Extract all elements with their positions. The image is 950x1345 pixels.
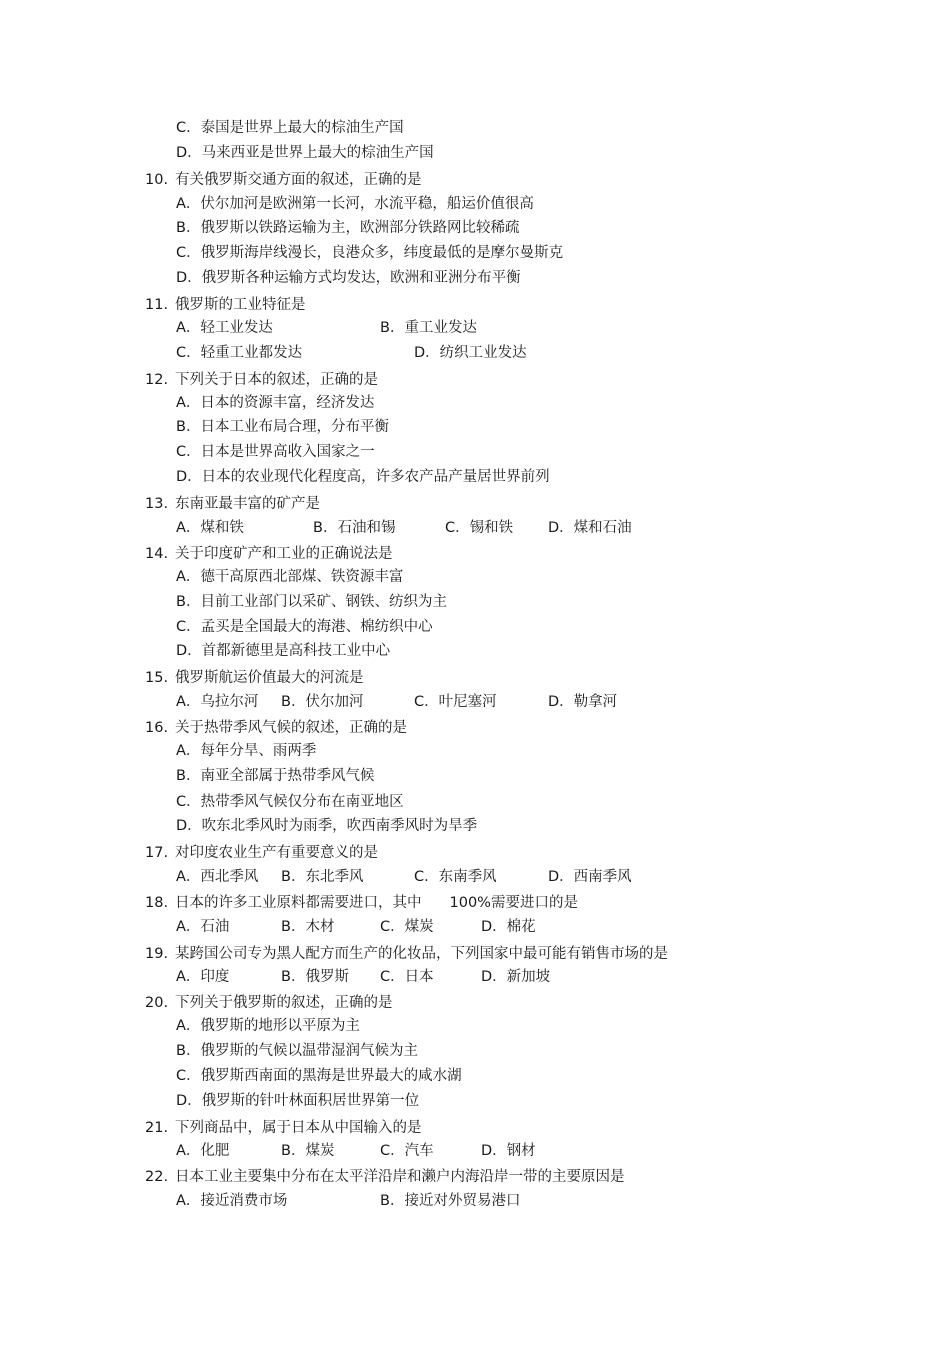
answer-option: B．俄罗斯的气候以温带湿润气候为主 <box>176 1043 418 1059</box>
question-text: 下列关于俄罗斯的叙述，正确的是 <box>175 995 393 1011</box>
question-number: 17. <box>145 845 169 861</box>
question-text: 东南亚最丰富的矿产是 <box>175 496 320 512</box>
answer-option: B．南亚全部属于热带季风气候 <box>176 768 375 784</box>
question-text: 下列商品中，属于日本从中国输入的是 <box>175 1120 422 1136</box>
answer-option: C．热带季风气候仅分布在南亚地区 <box>176 794 404 810</box>
answer-option: D．棉花 <box>481 919 536 935</box>
question-line <box>145 894 578 912</box>
question-number: 21. <box>145 1120 169 1136</box>
question-number: 10. <box>145 172 169 188</box>
answer-option: B．木材 <box>281 919 335 935</box>
answer-option: A．印度 <box>176 969 230 985</box>
answer-option: A．接近消费市场 <box>176 1193 288 1209</box>
answer-option: B．俄罗斯 <box>281 969 349 985</box>
answer-option: B．重工业发达 <box>380 320 477 336</box>
answer-option: A．轻工业发达 <box>176 320 273 336</box>
question-line <box>145 1119 422 1137</box>
answer-option: C．汽车 <box>380 1143 434 1159</box>
question-number: 19. <box>145 946 169 962</box>
answer-option: D．勒拿河 <box>548 694 618 710</box>
answer-option: D．俄罗斯的针叶林面积居世界第一位 <box>176 1093 420 1109</box>
question-number: 12. <box>145 372 169 388</box>
answer-option: D．钢材 <box>481 1143 536 1159</box>
answer-option: A．乌拉尔河 <box>176 694 259 710</box>
question-text: 俄罗斯航运价值最大的河流是 <box>175 670 364 686</box>
question-line <box>145 945 668 963</box>
question-line <box>145 495 320 513</box>
answer-option: C．俄罗斯海岸线漫长，良港众多，纬度最低的是摩尔曼斯克 <box>176 245 564 261</box>
question-number: 16. <box>145 720 169 736</box>
answer-option: D．西南季风 <box>548 869 632 885</box>
answer-option: A．化肥 <box>176 1143 230 1159</box>
question-text: 某跨国公司专为黑人配方而生产的化妆品，下列国家中最可能有销售市场的是 <box>175 946 668 962</box>
answer-option: C．孟买是全国最大的海港、棉纺织中心 <box>176 619 433 635</box>
question-line <box>145 545 393 563</box>
answer-option: C．泰国是世界上最大的棕油生产国 <box>176 120 404 136</box>
question-line <box>145 171 422 189</box>
question-text: 关于热带季风气候的叙述，正确的是 <box>175 720 407 736</box>
answer-option: B．俄罗斯以铁路运输为主，欧洲部分铁路网比较稀疏 <box>176 220 520 236</box>
answer-option: A．德干高原西北部煤、铁资源丰富 <box>176 569 404 585</box>
answer-option: B．日本工业布局合理，分布平衡 <box>176 419 389 435</box>
question-line <box>145 1168 625 1186</box>
question-text: 关于印度矿产和工业的正确说法是 <box>175 546 393 562</box>
answer-option: B．东北季风 <box>281 869 364 885</box>
question-line <box>145 994 393 1012</box>
answer-option: D．俄罗斯各种运输方式均发达，欧洲和亚洲分布平衡 <box>176 270 521 286</box>
answer-option: A．伏尔加河是欧洲第一长河，水流平稳，船运价值很高 <box>176 196 534 212</box>
question-text: 日本工业主要集中分布在太平洋沿岸和濑户内海沿岸一带的主要原因是 <box>175 1169 625 1185</box>
answer-option: A．俄罗斯的地形以平原为主 <box>176 1018 360 1034</box>
answer-option: B．煤炭 <box>281 1143 335 1159</box>
answer-option: D．煤和石油 <box>548 520 632 536</box>
question-text: 有关俄罗斯交通方面的叙述，正确的是 <box>175 172 422 188</box>
answer-option: D．纺织工业发达 <box>414 345 527 361</box>
answer-option: D．吹东北季风时为雨季，吹西南季风时为旱季 <box>176 818 478 834</box>
answer-option: A．石油 <box>176 919 230 935</box>
question-number: 13. <box>145 496 169 512</box>
answer-option: C．日本是世界高收入国家之一 <box>176 444 375 460</box>
answer-option: A．每年分旱、雨两季 <box>176 743 317 759</box>
answer-option: C．叶尼塞河 <box>414 694 497 710</box>
question-text: 俄罗斯的工业特征是 <box>175 297 306 313</box>
question-text: 对印度农业生产有重要意义的是 <box>175 845 378 861</box>
answer-option: C．煤炭 <box>380 919 434 935</box>
question-text-tail: 100%需要进口的是 <box>449 895 578 911</box>
answer-option: A．煤和铁 <box>176 520 244 536</box>
answer-option: B．目前工业部门以采矿、钢铁、纺织为主 <box>176 594 447 610</box>
question-text: 下列关于日本的叙述，正确的是 <box>175 372 378 388</box>
question-number: 20. <box>145 995 169 1011</box>
question-line <box>145 371 378 389</box>
question-number: 15. <box>145 670 169 686</box>
answer-option: B．伏尔加河 <box>281 694 364 710</box>
answer-option: D．日本的农业现代化程度高，许多农产品产量居世界前列 <box>176 469 550 485</box>
question-number: 22. <box>145 1169 169 1185</box>
answer-option: C．锡和铁 <box>445 520 514 536</box>
question-number: 18. <box>145 895 169 911</box>
answer-option: C．轻重工业都发达 <box>176 345 303 361</box>
question-text: 日本的许多工业原料都需要进口，其中 <box>175 895 422 911</box>
question-line <box>145 296 306 314</box>
answer-option: D．新加坡 <box>481 969 551 985</box>
answer-option: B．石油和锡 <box>313 520 396 536</box>
question-line <box>145 669 364 687</box>
answer-option: A．日本的资源丰富，经济发达 <box>176 395 375 411</box>
answer-option: A．西北季风 <box>176 869 259 885</box>
answer-option: C．东南季风 <box>414 869 497 885</box>
answer-option: C．俄罗斯西南面的黑海是世界最大的咸水湖 <box>176 1068 462 1084</box>
answer-option: D．首都新德里是高科技工业中心 <box>176 643 391 659</box>
answer-option: D．马来西亚是世界上最大的棕油生产国 <box>176 145 434 161</box>
question-line <box>145 719 407 737</box>
question-number: 14. <box>145 546 169 562</box>
question-number: 11. <box>145 297 169 313</box>
answer-option: B．接近对外贸易港口 <box>380 1193 521 1209</box>
answer-option: C．日本 <box>380 969 434 985</box>
question-line <box>145 844 378 862</box>
